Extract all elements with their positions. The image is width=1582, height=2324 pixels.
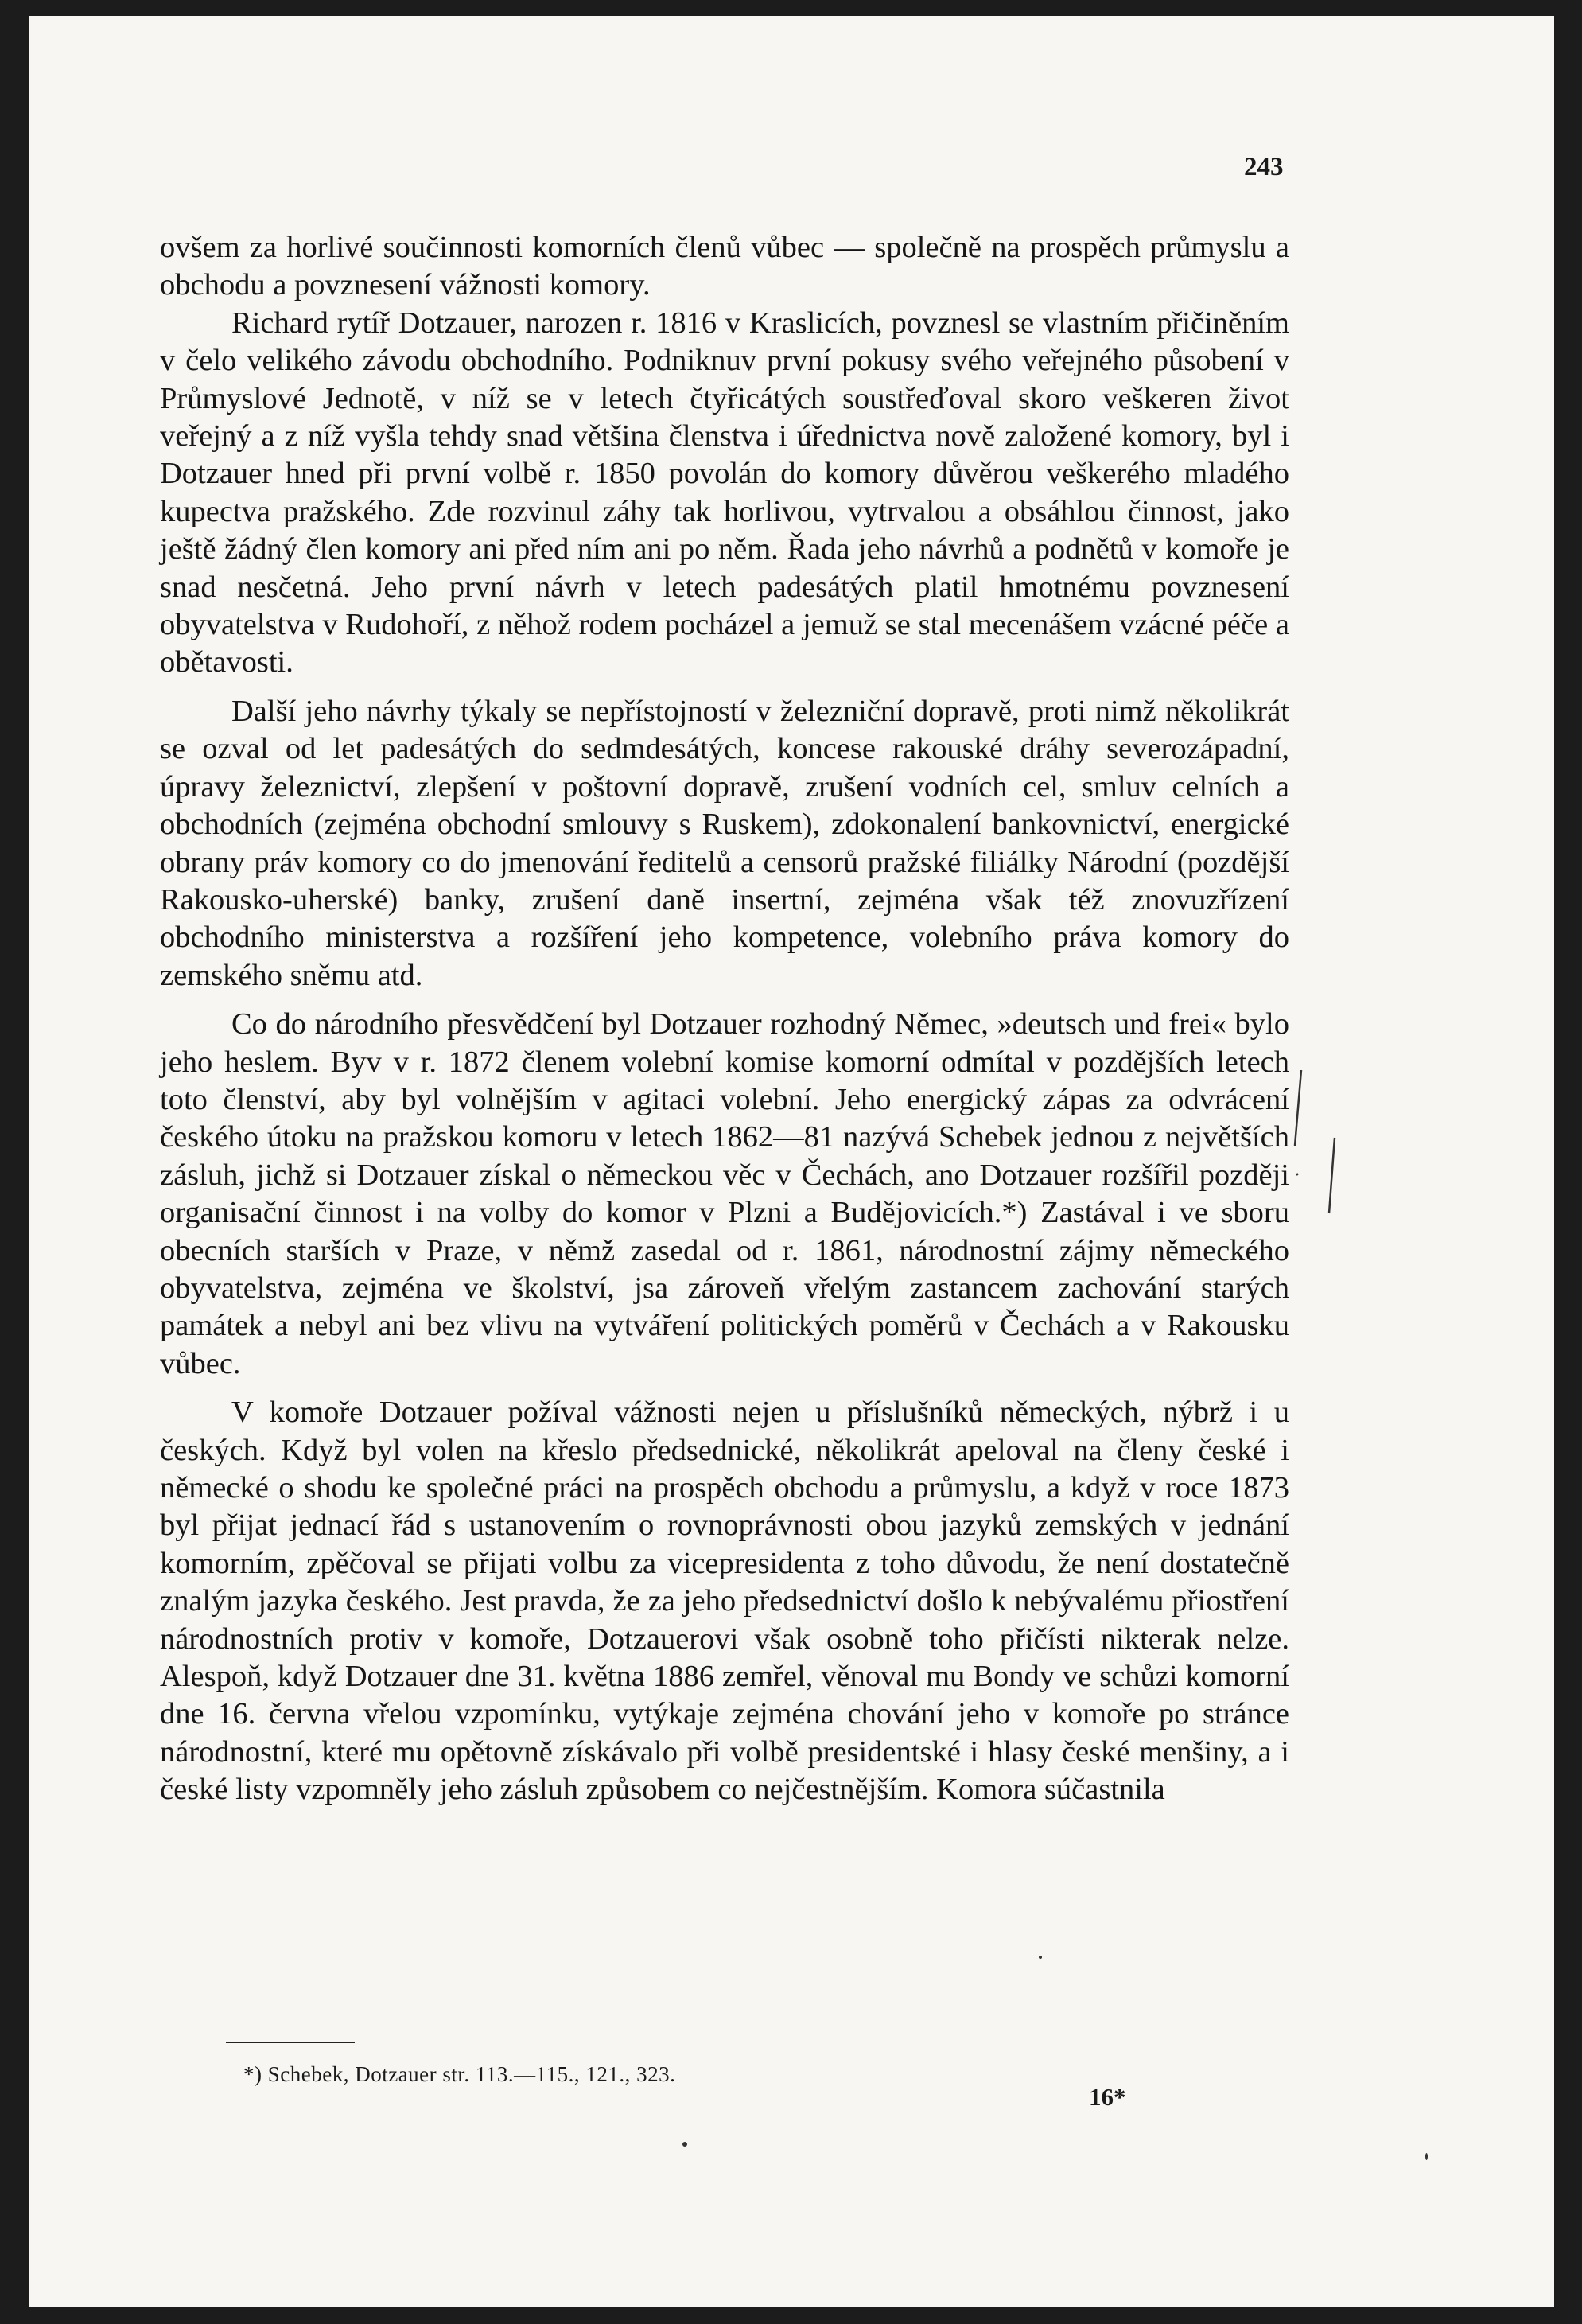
page-number: 243	[1244, 153, 1284, 181]
dust-speck	[682, 2142, 687, 2147]
paragraph-proposals: Další jeho návrhy týkaly se nepřístojností v železniční dopravě, proti nimž několikrát se ozval od let padesátých do sedmdesátých, koncese rakouské dráhy severozápadní, úpravy železnictví, zlepšení v poštovní dopravě, zrušení vodních cel, smluv celních a obchodních (zejména obchodní smlouvy s Ruskem), zdokonalení bankovnictví, energické obrany práv komory co do jmenování ředitelů a censorů pražské filiálky Národní (pozdější Rakousko-uherské) banky, zrušení daně insertní, zejména však též znovuzřízení obchodního ministerstva a rozšíření jeho kompetence, volebního práva komory do zemského sněmu atd.	[160, 694, 1289, 992]
margin-pencil-mark	[1293, 1070, 1341, 1229]
signature-mark: 16*	[1089, 2083, 1126, 2111]
paragraph-national-conviction: Co do národního přesvědčení byl Dotzauer rozhodný Němec, »deutsch und frei« bylo jeho heslem. Byv v r. 1872 členem volební komise komorní odmítal v pozdějších letech toto členství, aby byl volnějším v agitaci volební. Jeho energický zápas za odvrácení českého útoku na pražskou komoru v letech 1862—81 nazývá Schebek jednou z největších zásluh, jichž si Dotzauer získal o německou věc v Čechách, ano Dotzauer rozšířil později organisační činnost i na volby do komor v Plzni a Budějovicích.*) Zastával i ve sboru obecních starších v Praze, v němž zasedal od r. 1861, národnostní zájmy německého obyvatelstva, zejména ve školství, jsa zároveň vřelým zastancem zachování starých památek a nebyl ani bez vlivu na vytváření politických poměrů v Čechách a v Rakousku vůbec.	[160, 1007, 1289, 1380]
body-text	[160, 229, 1289, 1809]
paragraph-chamber-respect: V komoře Dotzauer požíval vážnosti nejen u příslušníků německých, nýbrž i u českých. Když byl volen na křeslo předsednické, několikrát apeloval na členy české i německé o shodu ke společné práci na prospěch obchodu a průmyslu, a když v roce 1873 byl přijat jednací řád s ustanovením o rovnoprávnosti obou jazyků zemských v jednání komorním, zpěčoval se přijati volbu za vicepresidenta z toho důvodu, že není dostatečně znalým jazyka českého. Jest pravda, že za jeho předsednictví došlo k nebývalému přiostření národnostních protiv v komoře, Dotzauerovi však osobně toho přičísti nikterak nelze. Alespoň, když Dotzauer dne 31. května 1886 zemřel, věnoval mu Bondy ve schůzi komorní dne 16. června vřelou vzpomínku, vytýkaje zejména chování jeho v komoře po stránce národnostní, které mu opětovně získávalo při volbě presidentské i hlasy české menšiny, a i české listy vzpomněly jeho zásluh způsobem co nejčestnějším. Komora súčastnila	[160, 1396, 1289, 1807]
document-page	[29, 16, 1554, 2307]
paragraph-continuation: ovšem za horlivé součinnosti komorních členů vůbec — společně na prospěch průmyslu a obchodu a povznesení vážnosti komory.	[160, 231, 1289, 302]
footnote-rule	[226, 2042, 355, 2043]
dust-speck	[1425, 2153, 1428, 2160]
dust-speck	[1039, 1956, 1042, 1959]
paragraph-dotzauer-biography: Richard rytíř Dotzauer, narozen r. 1816 v Kraslicích, povznesl se vlastním přičiněním v čelo velikého závodu obchodního. Podniknuv první pokusy svého veřejného působení v Průmyslové Jednotě, v níž se v letech čtyřicátých soustřeďoval skoro veškeren život veřejný a z níž vyšla tehdy snad většina členstva i úřednictva nově založené komory, byl i Dotzauer hned při první volbě r. 1850 povolán do komory důvěrou veškerého mladého kupectva pražského. Zde rozvinul záhy tak horlivou, vytrvalou a obsáhlou činnost, jako ještě žádný člen komory ani před ním ani po něm. Řada jeho návrhů a podnětů v komoře je snad nesčetná. Jeho první návrh v letech padesátých platil hmotnému povznesení obyvatelstva v Rudohoří, z něhož rodem pocházel a jemuž se stal mecenášem vzácné péče a obětavosti.	[160, 306, 1289, 679]
footnote: *) Schebek, Dotzauer str. 113.—115., 121., 323.	[243, 2062, 676, 2086]
